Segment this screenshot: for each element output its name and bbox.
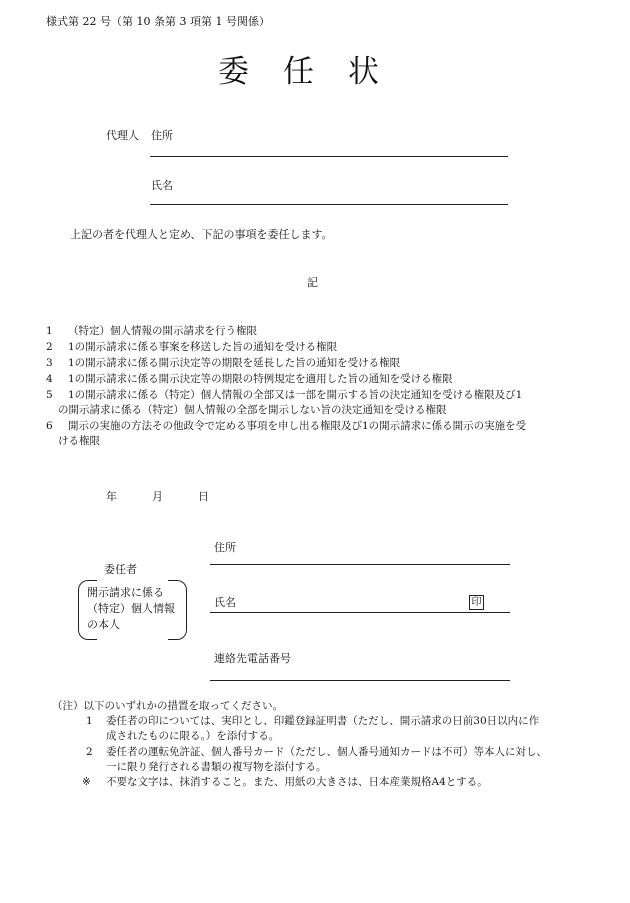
- note-2-text-continued: 一に限り発行される書類の複写物を添付する。: [106, 761, 327, 773]
- principal-description-line: （特定）個人情報: [87, 602, 175, 615]
- phone-label: 連絡先電話番号: [214, 652, 291, 665]
- principal-address-label: 住所: [214, 541, 236, 554]
- list-item: [46, 419, 526, 434]
- list-item: [46, 388, 522, 403]
- item-text: 1の開示請求に係る開示決定等の期限の特例規定を適用した旨の通知を受ける権限: [68, 373, 453, 385]
- list-item: [46, 356, 400, 371]
- note-3-text: 不要な文字は、抹消すること。また、用紙の大きさは、日本産業規格A4とする。: [106, 776, 488, 788]
- ki-heading: 記: [307, 276, 318, 289]
- note-1-text-continued: 成されたものに限る。）を添付する。: [106, 730, 280, 742]
- form-number: 様式第 22 号（第 10 条第 3 項第 1 号関係）: [46, 15, 270, 28]
- principal-name-label: 氏名: [214, 596, 236, 609]
- delegation-statement: 上記の者を代理人と定め、下記の事項を委任します。: [70, 228, 333, 241]
- agent-name-line: [150, 204, 508, 205]
- item-text: 開示の実施の方法その他政令で定める事項を申し出る権限及び1の開示請求に係る開示の実施を受: [68, 420, 527, 432]
- date-day: 日: [198, 490, 209, 503]
- seal-mark: 印: [469, 595, 484, 610]
- note-2-number: 2: [86, 746, 93, 758]
- agent-address-label: 住所: [151, 129, 173, 142]
- item-number: 6: [46, 420, 53, 432]
- list-item: [46, 324, 257, 339]
- principal-label: 委任者: [104, 563, 137, 576]
- item-text: （特定）個人情報の開示請求を行う権限: [68, 325, 257, 337]
- item-text-continued: の開示請求に係る（特定）個人情報の全部を開示しない旨の決定通知を受ける権限: [58, 404, 447, 416]
- item-number: 4: [46, 373, 53, 385]
- notes-heading: （注）以下のいずれかの措置を取ってください。: [52, 700, 283, 712]
- note-3-mark: ※: [82, 776, 91, 788]
- note-1-number: 1: [86, 715, 93, 727]
- item-number: 1: [46, 325, 53, 337]
- agent-name-label: 氏名: [151, 179, 173, 192]
- item-number: 2: [46, 341, 53, 353]
- principal-description: [87, 585, 175, 633]
- item-number: 3: [46, 357, 53, 369]
- principal-address-line: [210, 564, 510, 565]
- list-item: [46, 372, 453, 387]
- principal-description-line: の本人: [87, 618, 120, 631]
- item-text: 1の開示請求に係る（特定）個人情報の全部又は一部を開示する旨の決定通知を受ける権限及び1: [68, 389, 523, 401]
- principal-description-line: 開示請求に係る: [87, 586, 164, 599]
- item-text-continued: ける権限: [58, 435, 100, 447]
- note-1-text: 委任者の印については、実印とし、印鑑登録証明書（ただし、開示請求の日前30日以内に作: [106, 715, 540, 727]
- list-item: [46, 340, 337, 355]
- agent-address-line: [150, 156, 508, 157]
- page-title: 委任状: [218, 54, 413, 90]
- item-text: 1の開示請求に係る開示決定等の期限を延長した旨の通知を受ける権限: [68, 357, 401, 369]
- date-year: 年: [106, 490, 117, 503]
- item-number: 5: [46, 389, 53, 401]
- date-month: 月: [152, 490, 163, 503]
- item-text: 1の開示請求に係る事案を移送した旨の通知を受ける権限: [68, 341, 338, 353]
- note-2-text: 委任者の運転免許証、個人番号カード（ただし、個人番号通知カードは不可）等本人に対し、: [106, 746, 547, 758]
- phone-line: [210, 680, 510, 681]
- principal-name-line: [210, 612, 510, 613]
- agent-label: 代理人: [106, 129, 139, 142]
